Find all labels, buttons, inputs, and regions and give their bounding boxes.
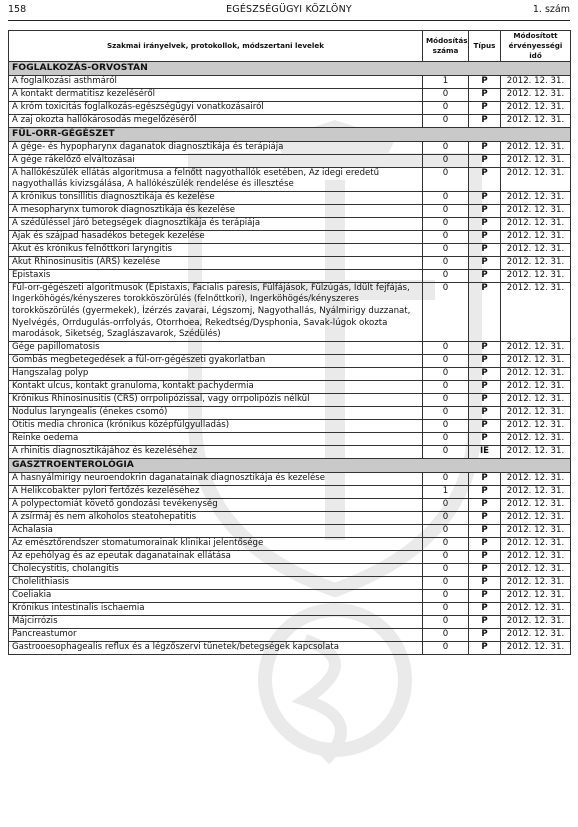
table-row [9,511,571,524]
guideline-name-cell: A mesopharynx tumorok diagnosztikája és kezelése [9,204,423,217]
table-row [9,472,571,485]
type-cell: P [469,602,501,615]
column-header-name: Szakmai irányelvek, protokollok, módszertani levelek [9,31,423,62]
validity-date-cell: 2012. 12. 31. [501,217,571,230]
modification-count-cell: 0 [423,154,469,167]
modification-count-cell: 0 [423,537,469,550]
modification-count-cell: 0 [423,615,469,628]
page-number: 158 [8,4,27,15]
table-row [9,550,571,563]
modification-count-cell: 0 [423,230,469,243]
type-cell: P [469,432,501,445]
validity-date-cell: 2012. 12. 31. [501,191,571,204]
validity-date-cell: 2012. 12. 31. [501,341,571,354]
modification-count-cell: 0 [423,472,469,485]
guideline-name-cell: Nodulus laryngealis (énekes csomó) [9,406,423,419]
type-cell: P [469,380,501,393]
modification-count-cell: 0 [423,367,469,380]
table-body [9,62,571,655]
table-row [9,114,571,127]
guideline-name-cell: Reinke oedema [9,432,423,445]
table-row [9,628,571,641]
table-row [9,167,571,191]
guideline-name-cell: A króm toxicitás foglalkozás-egészségügyi vonatkozásairól [9,101,423,114]
guideline-name-cell: Az epehólyag és az epeutak daganatainak ellátása [9,550,423,563]
section-title: FÜL-ORR-GÉGÉSZET [9,127,571,141]
table-row [9,191,571,204]
table-row [9,602,571,615]
type-cell: P [469,472,501,485]
validity-date-cell: 2012. 12. 31. [501,141,571,154]
modification-count-cell: 0 [423,419,469,432]
table-row [9,282,571,341]
modification-count-cell: 0 [423,243,469,256]
table-row [9,88,571,101]
validity-date-cell: 2012. 12. 31. [501,269,571,282]
table-row [9,269,571,282]
column-header-count: Módosítás száma [423,31,469,62]
type-cell: P [469,204,501,217]
type-cell: IE [469,445,501,458]
modification-count-cell: 0 [423,511,469,524]
guideline-name-cell: A kontakt dermatitisz kezeléséről [9,88,423,101]
modification-count-cell: 0 [423,88,469,101]
validity-date-cell: 2012. 12. 31. [501,230,571,243]
table-row [9,641,571,654]
type-cell: P [469,101,501,114]
section-header-row [9,458,571,472]
type-cell: P [469,406,501,419]
type-cell: P [469,485,501,498]
modification-count-cell: 0 [423,432,469,445]
table-row [9,341,571,354]
guideline-name-cell: Kontakt ulcus, kontakt granuloma, kontakt pachydermia [9,380,423,393]
guideline-name-cell: Fül-orr-gégészeti algoritmusok (Epistaxis, Facialis paresis, Fülfájások, Fülzúgás, Idült fejfájás, Ingerköhögés/kényszeres torokköszörülés (felnőttkori), Ingerköhögés/kényszeres torokköszörülés (gyermekek), Ízérzés zavarai, Légszomj, Nagyothallás, Nyálmirigy duzzanat, Nyelvégés, Orrdugulás-orrfolyás, Otorrhoea, Rekedtség/Dysphonia, Savak-lúgok okozta marodások, Siketség, Szaglászavarok, Szédülés) [9,282,423,341]
modification-count-cell: 0 [423,498,469,511]
type-cell: P [469,88,501,101]
guideline-name-cell: Gége papillomatosis [9,341,423,354]
type-cell: P [469,615,501,628]
table-row [9,615,571,628]
table-row [9,589,571,602]
type-cell: P [469,75,501,88]
table-row [9,101,571,114]
modification-count-cell: 0 [423,641,469,654]
guideline-name-cell: Achalasia [9,524,423,537]
guideline-name-cell: A szédüléssel járó betegségek diagnosztikája és terápiája [9,217,423,230]
table-row [9,75,571,88]
guideline-name-cell: A rhinitis diagnosztikájához és kezeléséhez [9,445,423,458]
type-cell: P [469,341,501,354]
type-cell: P [469,154,501,167]
table-row [9,432,571,445]
journal-title: EGÉSZSÉGÜGYI KÖZLÖNY [226,4,352,15]
validity-date-cell: 2012. 12. 31. [501,406,571,419]
validity-date-cell: 2012. 12. 31. [501,282,571,341]
modification-count-cell: 0 [423,141,469,154]
table-row [9,576,571,589]
table-row [9,524,571,537]
modification-count-cell: 0 [423,217,469,230]
guideline-name-cell: A hallókészülék ellátás algoritmusa a felnőtt nagyothallók esetében, Az idegi eredetű nagyothallás kivizsgálása, A hallókészülék rendelése és illesztése [9,167,423,191]
table-row [9,393,571,406]
guideline-name-cell: A gége rákelőző elváltozásai [9,154,423,167]
table-row [9,537,571,550]
table-row [9,485,571,498]
type-cell: P [469,269,501,282]
table-row [9,204,571,217]
validity-date-cell: 2012. 12. 31. [501,472,571,485]
section-title: GASZTROENTEROLÓGIA [9,458,571,472]
type-cell: P [469,524,501,537]
validity-date-cell: 2012. 12. 31. [501,154,571,167]
validity-date-cell: 2012. 12. 31. [501,204,571,217]
modification-count-cell: 0 [423,524,469,537]
guideline-name-cell: Az emésztőrendszer stomatumorainak klinikai jelentősége [9,537,423,550]
guideline-name-cell: Gombás megbetegedések a fül-orr-gégészeti gyakorlatban [9,354,423,367]
table-row [9,563,571,576]
section-title: FOGLALKOZÁS-ORVOSTAN [9,62,571,76]
type-cell: P [469,641,501,654]
type-cell: P [469,367,501,380]
modification-count-cell: 1 [423,75,469,88]
modification-count-cell: 0 [423,550,469,563]
guideline-name-cell: A polypectomiát követő gondozási tevékenység [9,498,423,511]
type-cell: P [469,230,501,243]
table-row [9,154,571,167]
guideline-name-cell: A gége- és hypopharynx daganatok diagnosztikája és terápiája [9,141,423,154]
guideline-name-cell: A foglalkozási asthmáról [9,75,423,88]
validity-date-cell: 2012. 12. 31. [501,256,571,269]
validity-date-cell: 2012. 12. 31. [501,445,571,458]
validity-date-cell: 2012. 12. 31. [501,576,571,589]
validity-date-cell: 2012. 12. 31. [501,75,571,88]
validity-date-cell: 2012. 12. 31. [501,243,571,256]
table-row [9,380,571,393]
modification-count-cell: 0 [423,380,469,393]
table-row [9,217,571,230]
modification-count-cell: 0 [423,204,469,217]
validity-date-cell: 2012. 12. 31. [501,367,571,380]
type-cell: P [469,354,501,367]
modification-count-cell: 0 [423,354,469,367]
guideline-name-cell: A Helikcobakter pylori fertőzés kezeléséhez [9,485,423,498]
modification-count-cell: 0 [423,114,469,127]
guideline-name-cell: Gastrooesophagealis reflux és a légzőszervi tünetek/betegségek kapcsolata [9,641,423,654]
column-header-type: Típus [469,31,501,62]
validity-date-cell: 2012. 12. 31. [501,524,571,537]
guideline-name-cell: A zaj okozta hallókárosodás megelőzéséről [9,114,423,127]
type-cell: P [469,589,501,602]
modification-count-cell: 0 [423,341,469,354]
validity-date-cell: 2012. 12. 31. [501,393,571,406]
modification-count-cell: 0 [423,576,469,589]
validity-date-cell: 2012. 12. 31. [501,550,571,563]
validity-date-cell: 2012. 12. 31. [501,498,571,511]
section-header-row [9,127,571,141]
type-cell: P [469,167,501,191]
modification-count-cell: 0 [423,393,469,406]
table-row [9,256,571,269]
table-row [9,419,571,432]
guideline-name-cell: Coeliakia [9,589,423,602]
type-cell: P [469,550,501,563]
guideline-name-cell: Pancreastumor [9,628,423,641]
type-cell: P [469,419,501,432]
guidelines-table [8,30,571,655]
modification-count-cell: 0 [423,445,469,458]
table-row [9,498,571,511]
validity-date-cell: 2012. 12. 31. [501,563,571,576]
type-cell: P [469,243,501,256]
modification-count-cell: 0 [423,563,469,576]
validity-date-cell: 2012. 12. 31. [501,628,571,641]
validity-date-cell: 2012. 12. 31. [501,641,571,654]
guideline-name-cell: Májcirrózis [9,615,423,628]
table-row [9,367,571,380]
type-cell: P [469,114,501,127]
type-cell: P [469,256,501,269]
type-cell: P [469,563,501,576]
type-cell: P [469,537,501,550]
type-cell: P [469,141,501,154]
header-divider [8,20,570,21]
table-row [9,354,571,367]
guideline-name-cell: Otitis media chronica (krónikus középfülgyulladás) [9,419,423,432]
guideline-name-cell: Hangszalag polyp [9,367,423,380]
table-row [9,141,571,154]
validity-date-cell: 2012. 12. 31. [501,511,571,524]
type-cell: P [469,511,501,524]
guideline-name-cell: A zsírmáj és nem alkoholos steatohepatitis [9,511,423,524]
type-cell: P [469,628,501,641]
guideline-name-cell: Ajak és szájpad hasadékos betegek kezelése [9,230,423,243]
section-header-row [9,62,571,76]
guideline-name-cell: A krónikus tonsillitis diagnosztikája és kezelése [9,191,423,204]
column-header-date: Módosított érvényességi idő [501,31,571,62]
validity-date-cell: 2012. 12. 31. [501,615,571,628]
guideline-name-cell: Akut Rhinosinusitis (ARS) kezelése [9,256,423,269]
modification-count-cell: 0 [423,101,469,114]
validity-date-cell: 2012. 12. 31. [501,167,571,191]
validity-date-cell: 2012. 12. 31. [501,88,571,101]
modification-count-cell: 0 [423,256,469,269]
guideline-name-cell: Krónikus intestinalis ischaemia [9,602,423,615]
guideline-name-cell: Krónikus Rhinosinusitis (CRS) orrpolipózissal, vagy orrpolipózis nélkül [9,393,423,406]
table-row [9,406,571,419]
type-cell: P [469,282,501,341]
validity-date-cell: 2012. 12. 31. [501,485,571,498]
type-cell: P [469,191,501,204]
modification-count-cell: 0 [423,406,469,419]
modification-count-cell: 0 [423,269,469,282]
validity-date-cell: 2012. 12. 31. [501,589,571,602]
validity-date-cell: 2012. 12. 31. [501,380,571,393]
guideline-name-cell: Akut és krónikus felnőttkori laryngitis [9,243,423,256]
modification-count-cell: 0 [423,282,469,341]
type-cell: P [469,576,501,589]
guideline-name-cell: A hasnyálmirigy neuroendokrin daganatainak diagnosztikája és kezelése [9,472,423,485]
table-row [9,243,571,256]
validity-date-cell: 2012. 12. 31. [501,432,571,445]
validity-date-cell: 2012. 12. 31. [501,602,571,615]
modification-count-cell: 0 [423,602,469,615]
validity-date-cell: 2012. 12. 31. [501,101,571,114]
validity-date-cell: 2012. 12. 31. [501,419,571,432]
issue-number: 1. szám [532,4,570,15]
guideline-name-cell: Cholelithiasis [9,576,423,589]
type-cell: P [469,498,501,511]
modification-count-cell: 0 [423,589,469,602]
validity-date-cell: 2012. 12. 31. [501,537,571,550]
validity-date-cell: 2012. 12. 31. [501,354,571,367]
modification-count-cell: 0 [423,191,469,204]
validity-date-cell: 2012. 12. 31. [501,114,571,127]
type-cell: P [469,393,501,406]
modification-count-cell: 0 [423,167,469,191]
table-row [9,230,571,243]
modification-count-cell: 0 [423,628,469,641]
guideline-name-cell: Epistaxis [9,269,423,282]
table-row [9,445,571,458]
guideline-name-cell: Cholecystitis, cholangitis [9,563,423,576]
table-header-row [9,31,571,62]
modification-count-cell: 1 [423,485,469,498]
type-cell: P [469,217,501,230]
